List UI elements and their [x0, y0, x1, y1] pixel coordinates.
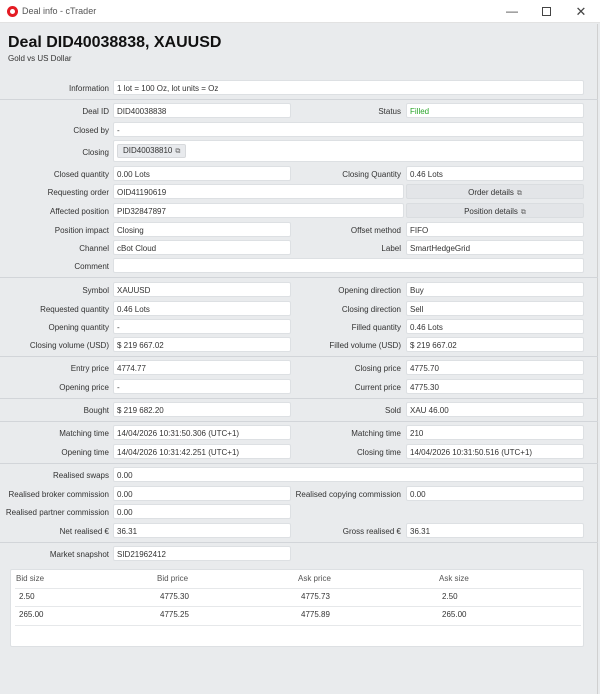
closing-quantity-label: Closing Quantity [342, 170, 401, 179]
symbol-field: XAUUSD [113, 282, 291, 297]
table-header-ask-price: Ask price [298, 574, 331, 583]
matching-time-ms-label: Matching time [351, 429, 401, 438]
table-cell: 4775.89 [301, 610, 330, 619]
filled-volume-field: $ 219 667.02 [406, 337, 584, 352]
closing-direction-field: Sell [406, 301, 584, 316]
comment-field [113, 258, 584, 273]
table-header-bid-price: Bid price [157, 574, 189, 583]
filled-volume-label: Filled volume (USD) [329, 341, 401, 350]
divider [0, 99, 598, 100]
closing-label: Closing [82, 148, 109, 157]
information-field: 1 lot = 100 Oz, lot units = Oz [113, 80, 584, 95]
gross-realised-field: 36.31 [406, 523, 584, 538]
deal-info-panel [0, 24, 598, 694]
deal-id-label: Deal ID [82, 107, 109, 116]
closing-volume-field: $ 219 667.02 [113, 337, 291, 352]
bought-field: $ 219 682.20 [113, 402, 291, 417]
closed-quantity-field: 0.00 Lots [113, 166, 291, 181]
divider [0, 421, 598, 422]
table-cell: 4775.25 [160, 610, 189, 619]
bought-label: Bought [83, 406, 109, 415]
opening-direction-label: Opening direction [338, 286, 401, 295]
closing-price-field: 4775.70 [406, 360, 584, 375]
sold-label: Sold [384, 406, 401, 415]
information-label: Information [68, 84, 109, 93]
table-header-bid-size: Bid size [16, 574, 45, 583]
realised-swaps-field: 0.00 [113, 467, 584, 482]
order-details-label: Order details [468, 188, 514, 197]
closing-time-field: 14/04/2026 10:31:50.516 (UTC+1) [406, 444, 584, 459]
maximize-icon [542, 7, 551, 16]
current-price-label: Current price [354, 383, 401, 392]
market-snapshot-table [10, 569, 584, 647]
opening-price-field: - [113, 379, 291, 394]
closing-deal-link[interactable] [117, 144, 186, 158]
gross-realised-label: Gross realised € [342, 527, 401, 536]
market-snapshot-field: SID21962412 [113, 546, 291, 561]
table-cell: 265.00 [442, 610, 467, 619]
table-header-ask-size: Ask size [439, 574, 469, 583]
label-field: SmartHedgeGrid [406, 240, 584, 255]
window-title: Deal info - cTrader [22, 6, 97, 16]
offset-method-label: Offset method [350, 226, 401, 235]
matching-time-label: Matching time [59, 429, 109, 438]
divider [15, 625, 581, 626]
external-link-icon: ⧉ [520, 209, 526, 216]
offset-method-field: FIFO [406, 222, 584, 237]
closing-field [113, 140, 584, 162]
page-subtitle: Gold vs US Dollar [8, 54, 72, 63]
closing-quantity-field: 0.46 Lots [406, 166, 584, 181]
filled-quantity-label: Filled quantity [351, 323, 401, 332]
realised-copying-commission-field: 0.00 [406, 486, 584, 501]
close-button[interactable]: ✕ [575, 4, 587, 19]
closed-by-field: - [113, 122, 584, 137]
closing-volume-label: Closing volume (USD) [29, 341, 109, 350]
position-impact-label: Position impact [54, 226, 109, 235]
realised-swaps-label: Realised swaps [52, 471, 109, 480]
window-titlebar [0, 0, 600, 23]
closed-by-label: Closed by [73, 126, 109, 135]
closing-direction-label: Closing direction [341, 305, 401, 314]
opening-direction-field: Buy [406, 282, 584, 297]
affected-position-label: Affected position [49, 207, 109, 216]
divider [0, 398, 598, 399]
requesting-order-field: OID41190619 [113, 184, 404, 199]
matching-time-field: 14/04/2026 10:31:50.306 (UTC+1) [113, 425, 291, 440]
realised-partner-commission-field: 0.00 [113, 504, 291, 519]
channel-field: cBot Cloud [113, 240, 291, 255]
net-realised-label: Net realised € [59, 527, 109, 536]
opening-time-field: 14/04/2026 10:31:42.251 (UTC+1) [113, 444, 291, 459]
realised-broker-commission-field: 0.00 [113, 486, 291, 501]
market-snapshot-label: Market snapshot [49, 550, 109, 559]
ctrader-logo-icon [7, 6, 18, 17]
deal-id-field: DID40038838 [113, 103, 291, 118]
position-details-button[interactable] [406, 203, 584, 218]
label-label: Label [381, 244, 401, 253]
status-label: Status [378, 107, 401, 116]
closing-time-label: Closing time [356, 448, 401, 457]
channel-label: Channel [79, 244, 109, 253]
table-cell: 4775.30 [160, 592, 189, 601]
divider [0, 463, 598, 464]
closing-deal-id: DID40038810 [123, 146, 173, 155]
entry-price-field: 4774.77 [113, 360, 291, 375]
divider [15, 606, 581, 607]
position-details-label: Position details [464, 207, 518, 216]
closing-price-label: Closing price [354, 364, 401, 373]
entry-price-label: Entry price [70, 364, 109, 373]
divider [0, 277, 598, 278]
divider [15, 588, 581, 589]
filled-quantity-field: 0.46 Lots [406, 319, 584, 334]
external-link-icon: ⧉ [516, 190, 522, 197]
affected-position-field: PID32847897 [113, 203, 404, 218]
opening-quantity-field: - [113, 319, 291, 334]
page-title: Deal DID40038838, XAUUSD [8, 34, 222, 51]
status-field: Filled [406, 103, 584, 118]
table-cell: 4775.73 [301, 592, 330, 601]
external-link-icon: ⧉ [175, 148, 181, 155]
table-cell: 2.50 [19, 592, 35, 601]
symbol-label: Symbol [82, 286, 109, 295]
matching-time-ms-field: 210 [406, 425, 584, 440]
requesting-order-label: Requesting order [47, 188, 109, 197]
table-cell: 265.00 [19, 610, 44, 619]
requested-quantity-label: Requested quantity [40, 305, 109, 314]
realised-partner-commission-label: Realised partner commission [5, 508, 109, 517]
closed-quantity-label: Closed quantity [53, 170, 109, 179]
position-impact-field: Closing [113, 222, 291, 237]
realised-copying-commission-label: Realised copying commission [295, 490, 401, 499]
divider [0, 542, 598, 543]
net-realised-field: 36.31 [113, 523, 291, 538]
opening-quantity-label: Opening quantity [48, 323, 109, 332]
order-details-button[interactable] [406, 184, 584, 199]
sold-field: XAU 46.00 [406, 402, 584, 417]
table-cell: 2.50 [442, 592, 458, 601]
requested-quantity-field: 0.46 Lots [113, 301, 291, 316]
opening-time-label: Opening time [61, 448, 109, 457]
minimize-button[interactable]: — [506, 4, 518, 18]
maximize-button[interactable] [529, 0, 563, 23]
realised-broker-commission-label: Realised broker commission [8, 490, 109, 499]
comment-label: Comment [74, 262, 109, 271]
current-price-field: 4775.30 [406, 379, 584, 394]
opening-price-label: Opening price [59, 383, 109, 392]
divider [0, 356, 598, 357]
